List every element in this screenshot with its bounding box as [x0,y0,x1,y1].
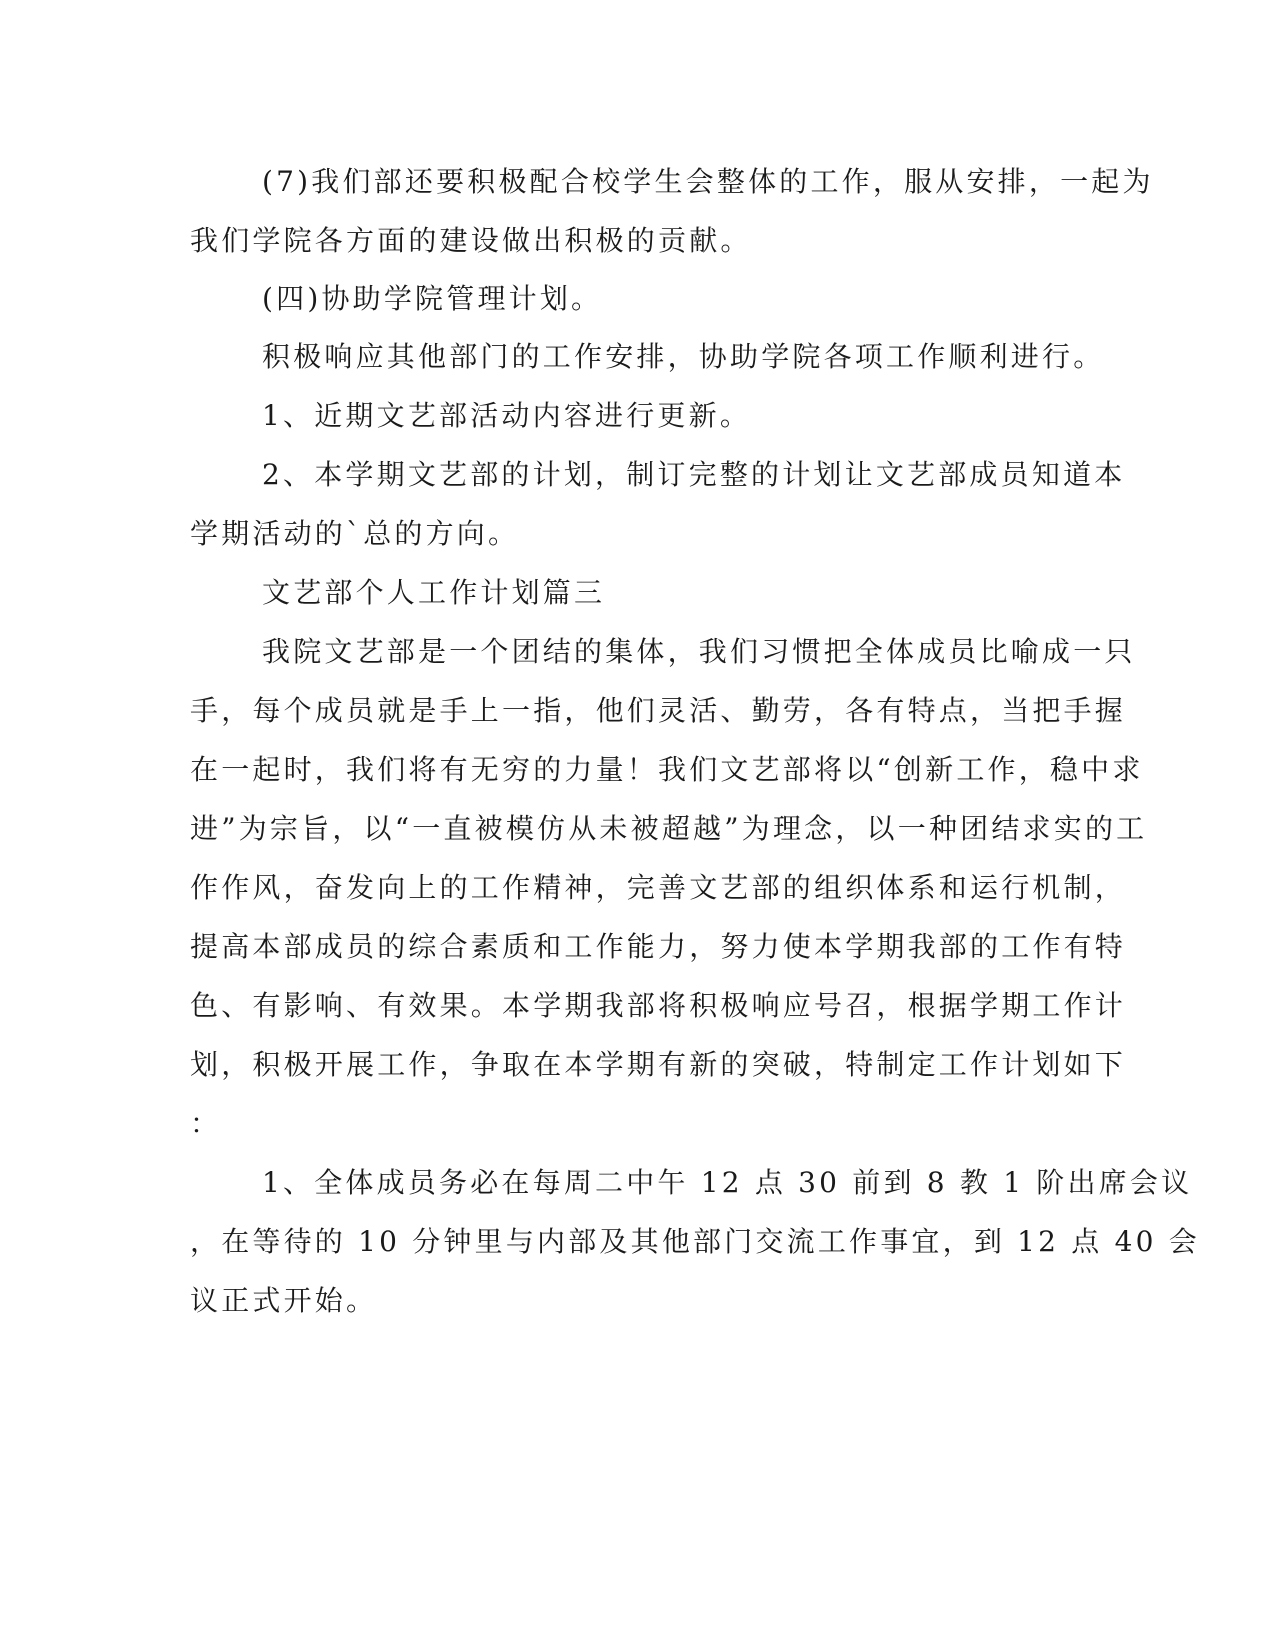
list-item-1: 1、近期文艺部活动内容进行更新。 [262,399,752,432]
paragraph-item-7-line-1: (7)我们部还要积极配合校学生会整体的工作，服从安排，一起为 [262,165,1154,198]
intro-paragraph-line-4: 进”为宗旨，以“一直被模仿从未被超越”为理念，以一种团结求实的工 [190,812,1148,845]
intro-paragraph-line-1: 我院文艺部是一个团结的集体，我们习惯把全体成员比喻成一只 [262,635,1136,668]
list-item-2-line-1: 2、本学期文艺部的计划，制订完整的计划让文艺部成员知道本 [262,458,1126,491]
meeting-item-1-line-3: 议正式开始。 [190,1284,378,1317]
intro-paragraph-line-3: 在一起时，我们将有无穷的力量！我们文艺部将以“创新工作，稳中求 [190,753,1144,786]
paragraph-item-7-line-2: 我们学院各方面的建设做出积极的贡献。 [190,224,752,257]
meeting-item-1-line-1: 1、全体成员务必在每周二中午 12 点 30 前到 8 教 1 阶出席会议 [262,1166,1193,1199]
intro-paragraph-line-7: 色、有影响、有效果。本学期我部将积极响应号召，根据学期工作计 [190,989,1127,1022]
intro-paragraph-line-9: ： [190,1107,222,1140]
section-heading-four: (四)协助学院管理计划。 [262,282,603,315]
paragraph-cooperate: 积极响应其他部门的工作安排，协助学院各项工作顺利进行。 [262,340,1105,373]
intro-paragraph-line-5: 作作风，奋发向上的工作精神，完善文艺部的组织体系和运行机制， [190,871,1127,904]
intro-paragraph-line-8: 划，积极开展工作，争取在本学期有新的突破，特制定工作计划如下 [190,1048,1127,1081]
intro-paragraph-line-6: 提高本部成员的综合素质和工作能力，努力使本学期我部的工作有特 [190,930,1127,963]
meeting-item-1-line-2: ，在等待的 10 分钟里与内部及其他部门交流工作事宜，到 12 点 40 会 [190,1225,1200,1258]
section-title-part-three: 文艺部个人工作计划篇三 [262,576,606,609]
intro-paragraph-line-2: 手，每个成员就是手上一指，他们灵活、勤劳，各有特点，当把手握 [190,694,1127,727]
list-item-2-line-2: 学期活动的`总的方向。 [190,517,520,550]
